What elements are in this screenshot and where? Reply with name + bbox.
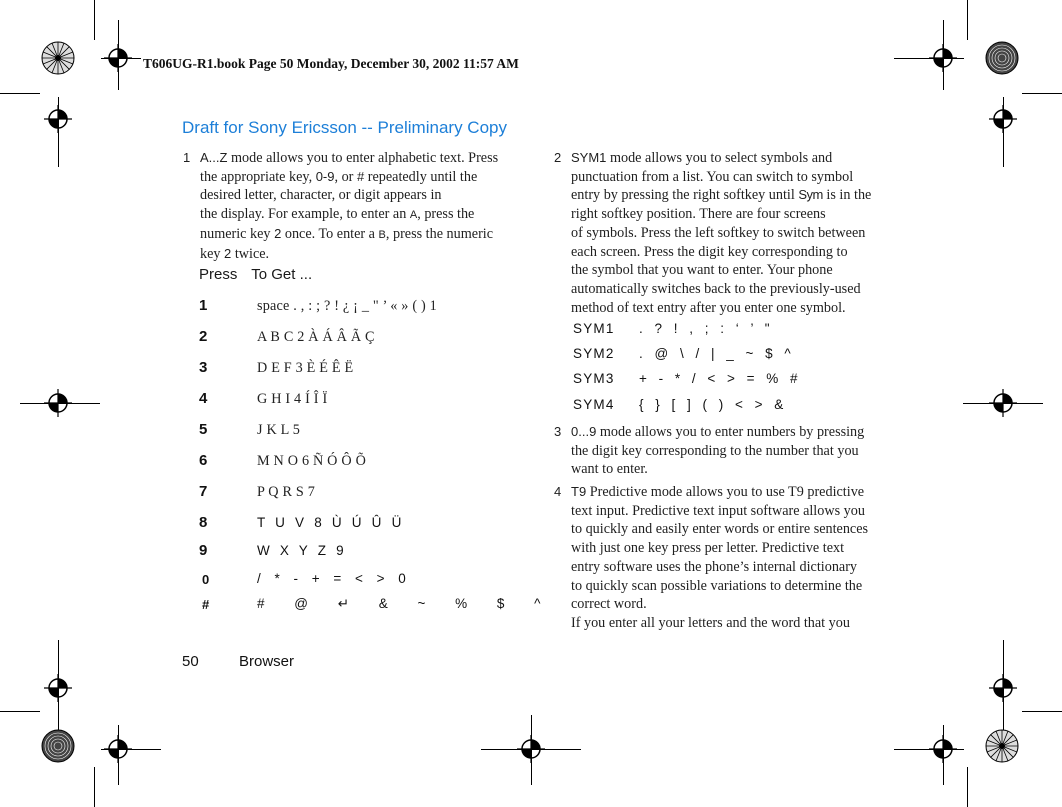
mode-key-sym1: SYM1	[571, 150, 607, 165]
key-characters: J K L 5	[257, 422, 301, 438]
key-hash-label: #	[356, 168, 365, 184]
symbol-screen-label: SYM4	[573, 397, 615, 412]
key-label: 9	[199, 542, 208, 559]
symbol-screen-chars: . @ \ / | _ ~ $ ^	[639, 346, 795, 361]
draft-watermark-title: Draft for Sony Ericsson -- Preliminary Copy	[182, 118, 507, 137]
key-label: #	[202, 597, 210, 612]
registration-target-icon	[104, 735, 132, 763]
mode-key-digits: 0...9	[571, 424, 597, 439]
registration-target-icon	[44, 389, 72, 417]
mode-key-az: A...Z	[200, 150, 228, 165]
item-2-paragraph: 2 SYM1 mode allows you to select symbols and punctuation from a list. You can switch to symbol entry by pressing the right softkey until Sym is in the right softkey position. There are four screens of symbols. Press the left softkey to switch between each screen. Press the digit key corresponding to the symbol that you want to enter. Your phone automatically switches back to the previously-used method of text entry after you enter one symbol.	[554, 150, 872, 316]
key-label: 3	[199, 359, 208, 376]
mode-key-t9: T9	[571, 484, 587, 499]
item-number: 1	[183, 150, 191, 165]
starburst-mark-icon	[41, 41, 75, 75]
key-2-label: 2	[224, 245, 232, 261]
key-characters: D E F 3 È É Ê Ë	[257, 360, 354, 376]
key-characters: # @ ↵ & ~ % $ ^	[257, 596, 554, 611]
registration-target-icon	[44, 105, 72, 133]
item-3-paragraph: 3 0...9 mode allows you to enter numbers by pressing the digit key corresponding to the number that you want to enter.	[554, 424, 865, 478]
symbol-screen-label: SYM2	[573, 346, 615, 361]
display-letter-a: A	[409, 209, 418, 222]
col-press: Press	[199, 266, 238, 283]
starburst-mark-icon	[41, 729, 75, 763]
key-label: 2	[199, 328, 208, 345]
key-characters: G H I 4 Í Î Ï	[257, 391, 328, 407]
registration-target-icon	[104, 44, 132, 72]
item-number: 3	[554, 424, 562, 439]
symbol-screen-chars: + - * / < > = % #	[639, 371, 802, 386]
registration-target-icon	[989, 389, 1017, 417]
starburst-mark-icon	[985, 729, 1019, 763]
key-label: 4	[199, 390, 208, 407]
key-table-header	[199, 266, 322, 283]
key-characters: space . , : ; ? ! ¿ ¡ _ " ’ « » ( ) 1	[257, 298, 437, 314]
key-label: 0	[202, 572, 210, 587]
book-file-header: T606UG-R1.book Page 50 Monday, December 30, 2002 11:57 AM	[143, 56, 519, 71]
key-label: 7	[199, 483, 208, 500]
key-characters: M N O 6 Ñ Ó Ô Õ	[257, 453, 367, 469]
registration-target-icon	[989, 674, 1017, 702]
key-label: 1	[199, 297, 208, 314]
key-2-label: 2	[274, 225, 282, 241]
registration-target-icon	[517, 735, 545, 763]
key-characters: / * - + = < > 0	[257, 571, 411, 586]
page-number: 50	[182, 653, 199, 670]
display-letter-b: B	[378, 228, 386, 241]
symbol-screen-label: SYM3	[573, 371, 615, 386]
registration-target-icon	[929, 735, 957, 763]
col-to-get: To Get ...	[251, 266, 313, 283]
key-characters: T U V 8 Ù Ú Û Ü	[257, 515, 405, 530]
symbol-screen-chars: . ? ! , ; : ‘ ’ "	[639, 321, 774, 336]
registration-target-icon	[989, 105, 1017, 133]
softkey-sym-label: Sym	[798, 187, 823, 203]
key-label: 8	[199, 514, 208, 531]
key-characters: W X Y Z 9	[257, 543, 347, 558]
key-label: 5	[199, 421, 208, 438]
item-number: 4	[554, 484, 562, 499]
section-name: Browser	[239, 653, 295, 670]
registration-target-icon	[929, 44, 957, 72]
key-label: 6	[199, 452, 208, 469]
item-1-paragraph: 1 A...Z mode allows you to enter alphabetic text. Press the appropriate key, 0-9, or # repeatedly until the desired letter, character, or digit appears in the display. For example, to enter an A, press the numeric key 2 once. To enter a B, press the numeric key 2 twice.	[183, 150, 499, 262]
key-characters: P Q R S 7	[257, 484, 316, 500]
symbol-screen-label: SYM1	[573, 321, 615, 336]
starburst-mark-icon	[985, 41, 1019, 75]
item-4-paragraph: 4 T9 Predictive mode allows you to use T9 predictive text input. Predictive text input software allows you to quickly and easily enter words or entire sentences with just one key press per letter. Predictive text entry software uses the phone’s internal dictionary to quickly scan possible variations to determine the correct word. If you enter all your letters and the word that you	[554, 484, 869, 631]
key-range-label: 0-9	[315, 168, 335, 184]
symbol-screen-chars: { } [ ] ( ) < > &	[639, 397, 788, 412]
item-number: 2	[554, 150, 562, 165]
registration-target-icon	[44, 674, 72, 702]
key-characters: A B C 2 À Á Â Ã Ç	[257, 329, 375, 345]
